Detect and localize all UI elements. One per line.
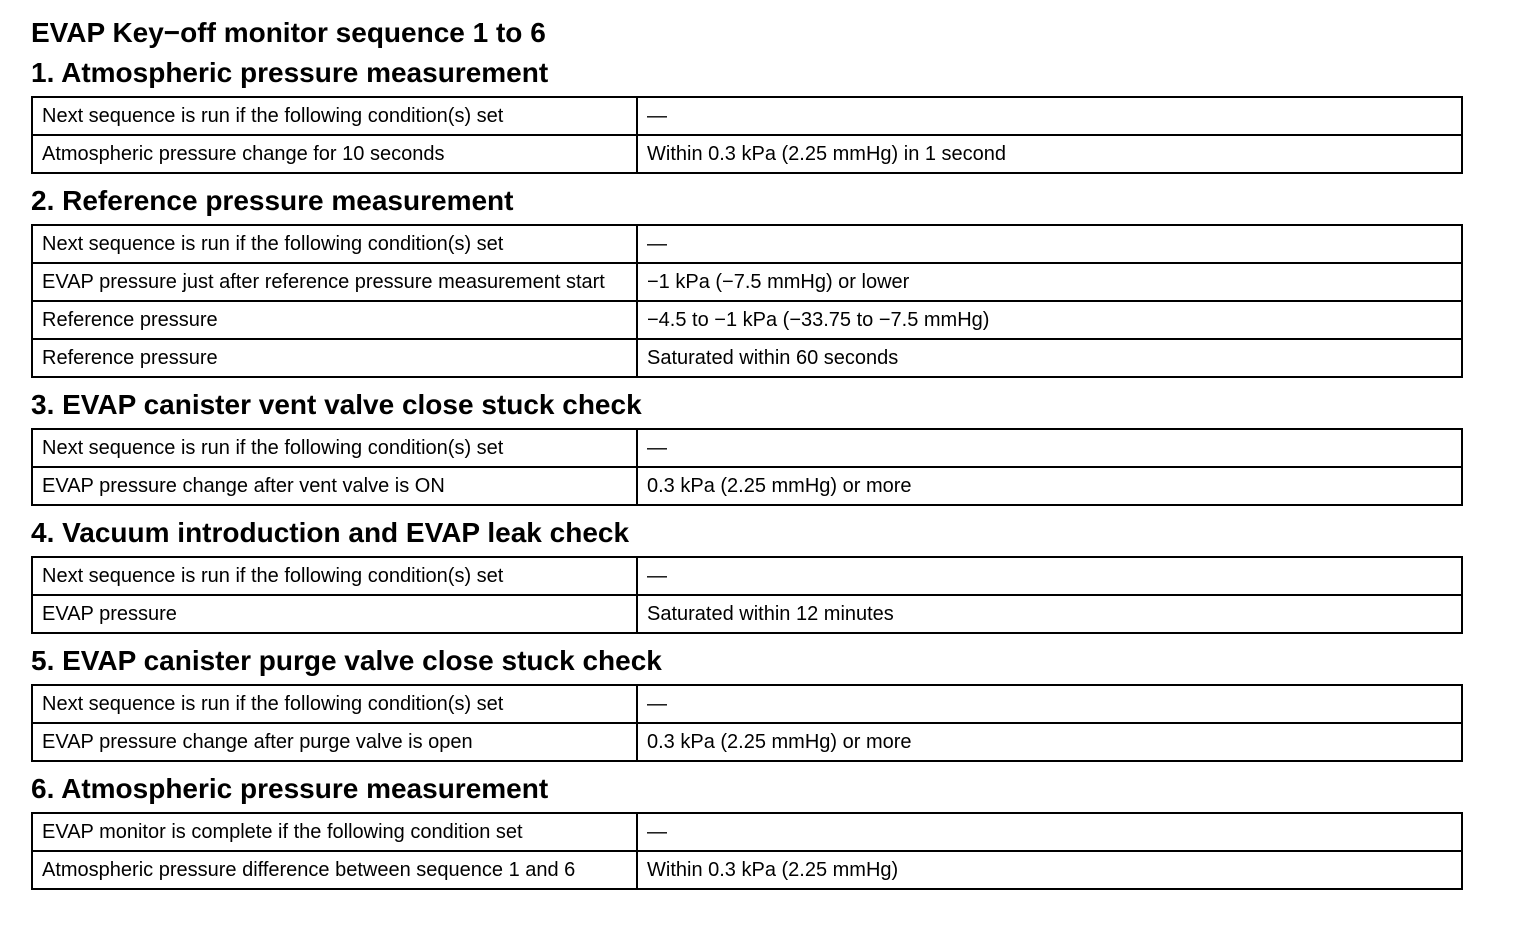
condition-value: Saturated within 12 minutes xyxy=(637,595,1462,633)
condition-table xyxy=(31,96,1463,174)
condition-value: −1 kPa (−7.5 mmHg) or lower xyxy=(637,263,1462,301)
table-row xyxy=(32,339,1462,377)
condition-label: EVAP monitor is complete if the following condition set xyxy=(32,813,637,851)
condition-value: — xyxy=(637,557,1462,595)
condition-value: — xyxy=(637,97,1462,135)
table-row xyxy=(32,723,1462,761)
table-row xyxy=(32,595,1462,633)
condition-label: EVAP pressure change after vent valve is ON xyxy=(32,467,637,505)
condition-label: EVAP pressure xyxy=(32,595,637,633)
table-row xyxy=(32,813,1462,851)
condition-value: — xyxy=(637,429,1462,467)
table-row xyxy=(32,301,1462,339)
condition-value: Within 0.3 kPa (2.25 mmHg) in 1 second xyxy=(637,135,1462,173)
condition-table xyxy=(31,812,1463,890)
condition-table xyxy=(31,428,1463,506)
condition-value: 0.3 kPa (2.25 mmHg) or more xyxy=(637,723,1462,761)
section-5 xyxy=(31,640,1463,762)
condition-label: Next sequence is run if the following condition(s) set xyxy=(32,557,637,595)
section-4 xyxy=(31,512,1463,634)
condition-value: — xyxy=(637,685,1462,723)
condition-value: 0.3 kPa (2.25 mmHg) or more xyxy=(637,467,1462,505)
condition-label: EVAP pressure just after reference pressure measurement start xyxy=(32,263,637,301)
table-row xyxy=(32,851,1462,889)
section-2 xyxy=(31,180,1463,378)
section-heading: 1. Atmospheric pressure measurement xyxy=(31,57,549,88)
condition-value: Saturated within 60 seconds xyxy=(637,339,1462,377)
condition-label: Next sequence is run if the following condition(s) set xyxy=(32,225,637,263)
document xyxy=(31,14,1463,896)
section-6 xyxy=(31,768,1463,890)
condition-value: −4.5 to −1 kPa (−33.75 to −7.5 mmHg) xyxy=(637,301,1462,339)
section-heading: 5. EVAP canister purge valve close stuck check xyxy=(31,645,662,676)
table-row xyxy=(32,97,1462,135)
condition-label: Atmospheric pressure change for 10 seconds xyxy=(32,135,637,173)
condition-value: — xyxy=(637,225,1462,263)
table-row xyxy=(32,467,1462,505)
table-row xyxy=(32,429,1462,467)
section-heading: 4. Vacuum introduction and EVAP leak check xyxy=(31,517,630,548)
table-row xyxy=(32,225,1462,263)
table-row xyxy=(32,263,1462,301)
condition-value: Within 0.3 kPa (2.25 mmHg) xyxy=(637,851,1462,889)
condition-label: Next sequence is run if the following condition(s) set xyxy=(32,97,637,135)
condition-label: Next sequence is run if the following condition(s) set xyxy=(32,429,637,467)
condition-value: — xyxy=(637,813,1462,851)
condition-table xyxy=(31,556,1463,634)
condition-table xyxy=(31,684,1463,762)
table-row xyxy=(32,135,1462,173)
condition-label: Atmospheric pressure difference between sequence 1 and 6 xyxy=(32,851,637,889)
condition-table xyxy=(31,224,1463,378)
table-row xyxy=(32,557,1462,595)
condition-label: Reference pressure xyxy=(32,301,637,339)
section-1 xyxy=(31,52,1463,174)
condition-label: Next sequence is run if the following condition(s) set xyxy=(32,685,637,723)
section-heading: 6. Atmospheric pressure measurement xyxy=(31,773,549,804)
section-3 xyxy=(31,384,1463,506)
table-row xyxy=(32,685,1462,723)
document-title: EVAP Key−off monitor sequence 1 to 6 xyxy=(31,17,546,48)
section-heading: 3. EVAP canister vent valve close stuck check xyxy=(31,389,642,420)
condition-label: EVAP pressure change after purge valve is open xyxy=(32,723,637,761)
condition-label: Reference pressure xyxy=(32,339,637,377)
section-heading: 2. Reference pressure measurement xyxy=(31,185,514,216)
